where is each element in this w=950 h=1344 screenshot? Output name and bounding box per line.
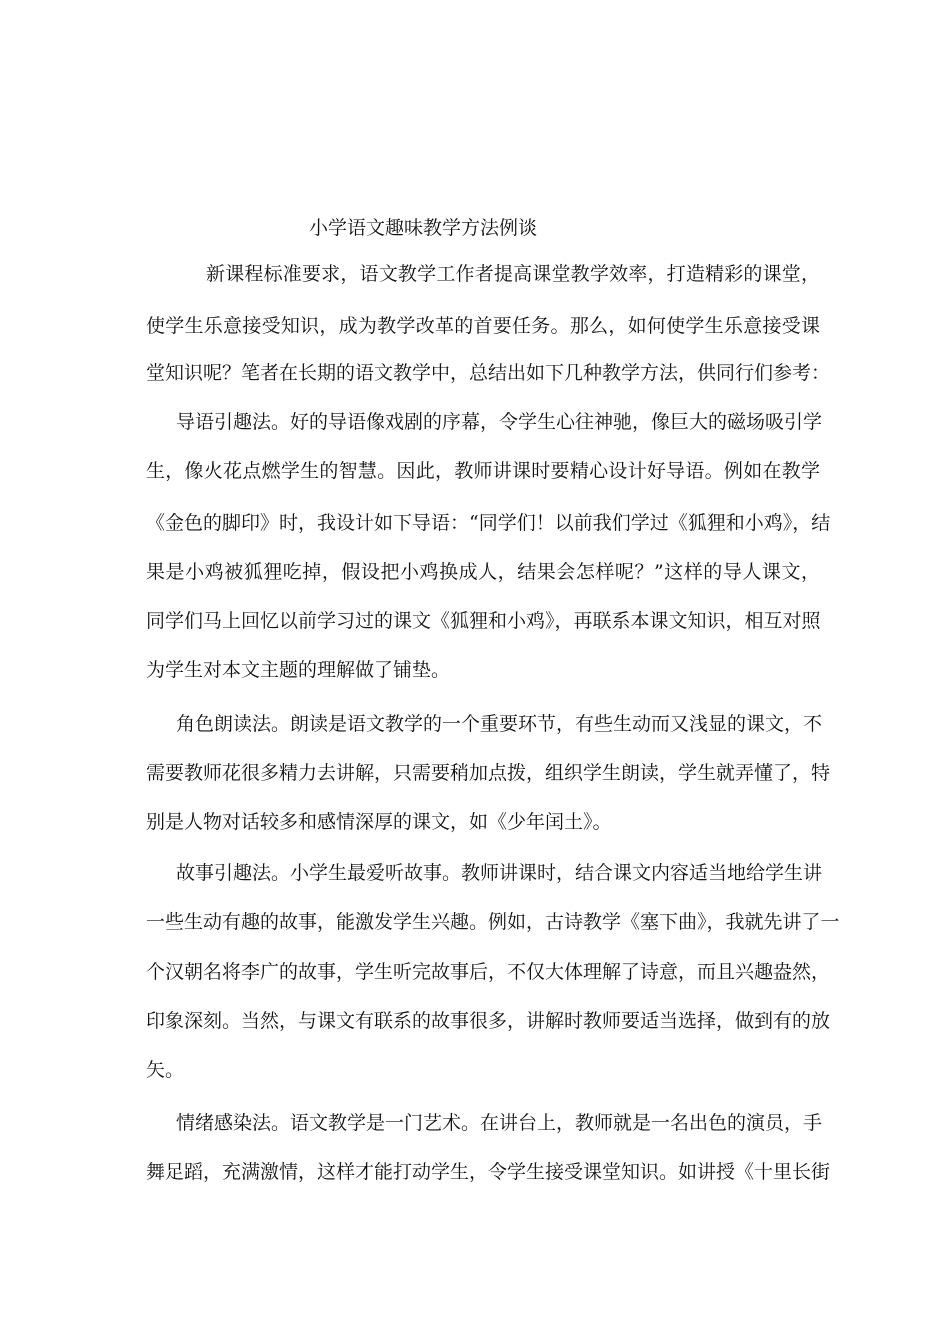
text-line: 堂知识呢？笔者在长期的语文教学中，总结出如下几种教学方法，供同行们参考： (146, 362, 831, 384)
text-line: 《金色的脚印》时，我设计如下导语：“同学们！以前我们学过《狐狸和小鸡》，结 (146, 512, 831, 534)
text-line: 果是小鸡被狐狸吃掉，假设把小鸡换成人，结果会怎样呢？”这样的导人课文， (146, 561, 820, 583)
text-line: 为学生对本文主题的理解做了铺垫。 (146, 659, 451, 681)
document-title: 小学语文趣味教学方法例谈 (308, 217, 537, 239)
text-line: 情绪感染法。语文教学是一门艺术。在讲台上，教师就是一名出色的演员，手 (176, 1112, 823, 1134)
text-line: 别是人物对话较多和感情深厚的课文，如《少年闰土》。 (146, 811, 612, 833)
text-line: 矢。 (146, 1059, 185, 1081)
text-line: 导语引趣法。好的导语像戏剧的序幕，令学生心往神驰，像巨大的磁场吸引学 (176, 411, 823, 433)
text-line: 新课程标准要求，语文教学工作者提高课堂教学效率，打造精彩的课堂， (206, 263, 820, 285)
text-line: 舞足蹈，充满激情，这样才能打动学生，令学生接受课堂知识。如讲授《十里长街 (146, 1161, 831, 1183)
text-line: 使学生乐意接受知识，成为教学改革的首要任务。那么，如何使学生乐意接受课 (146, 315, 820, 337)
text-line: 需要教师花很多精力去讲解，只需要稍加点拨，组织学生朗读，学生就弄懂了，特 (146, 762, 831, 784)
text-line: 角色朗读法。朗读是语文教学的一个重要环节，有些生动而又浅显的课文，不 (176, 713, 823, 735)
text-line: 个汉朝名将李广的故事，学生听完故事后，不仅大体理解了诗意，而且兴趣盎然， (146, 961, 831, 983)
text-line: 故事引趣法。小学生最爱听故事。教师讲课时，结合课文内容适当地给学生讲 (176, 862, 823, 884)
text-line: 一些生动有趣的故事，能激发学生兴趣。例如，古诗教学《塞下曲》，我就先讲了一 (146, 911, 840, 933)
text-line: 同学们马上回忆以前学习过的课文《狐狸和小鸡》，再联系本课文知识，相互对照 (146, 610, 821, 632)
text-line: 生，像火花点燃学生的智慧。因此，教师讲课时要精心设计好导语。例如在教学 (146, 460, 820, 482)
text-line: 印象深刻。当然，与课文有联系的故事很多，讲解时教师要适当选择，做到有的放 (146, 1010, 831, 1032)
